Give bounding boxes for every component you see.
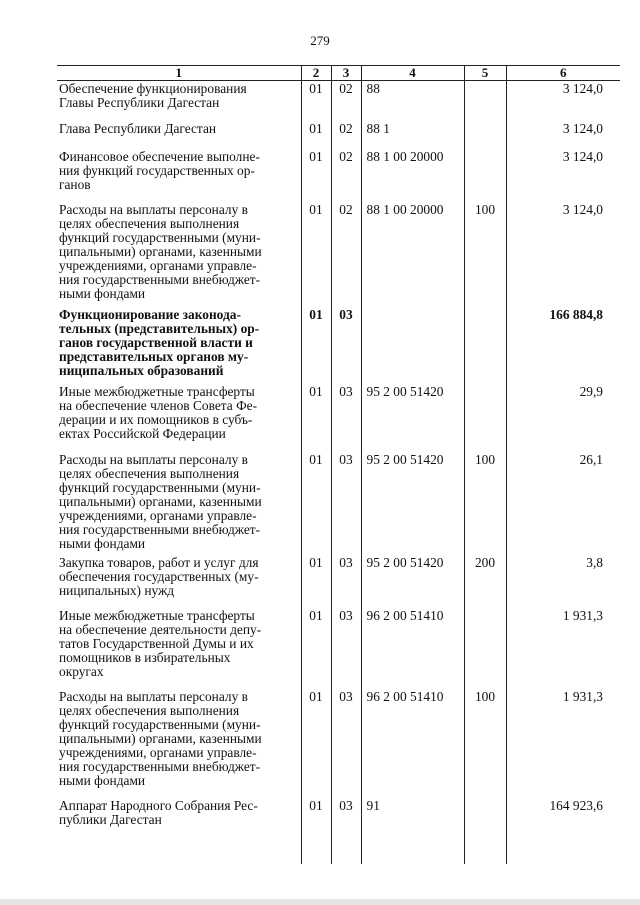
row-name: Функционирование законода- тельных (представительных) ор- ганов государственной власти и представительных органов му- ниципальных образований <box>59 307 260 378</box>
empty-cell <box>361 833 464 864</box>
row-subsection: 03 <box>331 555 361 608</box>
row-expense-type <box>464 798 506 833</box>
table-body <box>57 81 620 865</box>
row-expense-type <box>464 149 506 202</box>
row-subsection: 03 <box>331 798 361 833</box>
budget-table <box>57 65 620 864</box>
row-code: 95 2 00 51420 <box>361 452 464 555</box>
row-section: 01 <box>301 149 331 202</box>
row-subsection: 03 <box>331 452 361 555</box>
row-section: 01 <box>301 555 331 608</box>
row-section: 01 <box>301 798 331 833</box>
table-tail-row <box>57 833 620 864</box>
row-code: 91 <box>361 798 464 833</box>
row-section: 01 <box>301 608 331 689</box>
row-name: Расходы на выплаты персоналу в целях обеспечения выполнения функций государственными (муни- ципальными) органами, казенными учреждениями, органами управле- ния государственными внебюджет- ными фондами <box>59 202 262 301</box>
row-amount: 3 124,0 <box>506 202 620 307</box>
row-name: Расходы на выплаты персоналу в целях обеспечения выполнения функций государственными (муни- ципальными) органами, казенными учреждениями, органами управле- ния государственными внебюджет- ными фондами <box>59 689 262 788</box>
row-expense-type <box>464 384 506 452</box>
row-expense-type <box>464 608 506 689</box>
row-expense-type: 100 <box>464 202 506 307</box>
row-name: Глава Республики Дагестан <box>59 121 217 136</box>
page-number: 279 <box>310 33 330 48</box>
row-subsection: 03 <box>331 689 361 798</box>
table-row <box>57 384 620 452</box>
row-subsection: 02 <box>331 81 361 122</box>
row-section: 01 <box>301 384 331 452</box>
row-name: Финансовое обеспечение выполне- ния функций государственных ор- ганов <box>59 149 260 192</box>
row-amount: 166 884,8 <box>506 307 620 384</box>
row-name: Закупка товаров, работ и услуг для обеспечения государственных (му- ниципальных) нужд <box>59 555 259 598</box>
row-subsection: 02 <box>331 149 361 202</box>
row-amount: 26,1 <box>506 452 620 555</box>
row-amount: 29,9 <box>506 384 620 452</box>
row-expense-type: 100 <box>464 452 506 555</box>
row-amount: 164 923,6 <box>506 798 620 833</box>
row-amount: 3,8 <box>506 555 620 608</box>
row-code: 96 2 00 51410 <box>361 608 464 689</box>
row-code: 96 2 00 51410 <box>361 689 464 798</box>
row-code: 88 <box>361 81 464 122</box>
row-expense-type: 100 <box>464 689 506 798</box>
table-row <box>57 555 620 608</box>
table-row <box>57 689 620 798</box>
row-code: 88 1 <box>361 121 464 149</box>
empty-cell <box>464 833 506 864</box>
row-subsection: 02 <box>331 202 361 307</box>
header-col-5: 5 <box>464 66 506 81</box>
table-row <box>57 307 620 384</box>
scan-edge <box>0 899 640 905</box>
row-code: 95 2 00 51420 <box>361 384 464 452</box>
row-name: Обеспечение функционирования Главы Республики Дагестан <box>59 81 247 110</box>
empty-cell <box>301 833 331 864</box>
row-expense-type: 200 <box>464 555 506 608</box>
header-col-6: 6 <box>506 66 620 81</box>
row-code: 95 2 00 51420 <box>361 555 464 608</box>
row-expense-type <box>464 81 506 122</box>
row-code <box>361 307 464 384</box>
row-amount: 3 124,0 <box>506 81 620 122</box>
row-subsection: 03 <box>331 307 361 384</box>
table-row <box>57 202 620 307</box>
row-section: 01 <box>301 689 331 798</box>
empty-cell <box>331 833 361 864</box>
row-name: Расходы на выплаты персоналу в целях обеспечения выполнения функций государственными (муни- ципальными) органами, казенными учреждениями, органами управле- ния государственными внебюджет- ными фондами <box>59 452 262 551</box>
row-name: Аппарат Народного Собрания Рес- публики Дагестан <box>59 798 258 827</box>
table-row <box>57 798 620 833</box>
row-section: 01 <box>301 307 331 384</box>
empty-cell <box>506 833 620 864</box>
row-code: 88 1 00 20000 <box>361 149 464 202</box>
row-section: 01 <box>301 452 331 555</box>
header-col-3: 3 <box>331 66 361 81</box>
row-amount: 1 931,3 <box>506 608 620 689</box>
row-amount: 1 931,3 <box>506 689 620 798</box>
row-subsection: 03 <box>331 608 361 689</box>
row-amount: 3 124,0 <box>506 121 620 149</box>
row-subsection: 02 <box>331 121 361 149</box>
header-col-2: 2 <box>301 66 331 81</box>
row-code: 88 1 00 20000 <box>361 202 464 307</box>
row-expense-type <box>464 307 506 384</box>
table-row <box>57 608 620 689</box>
header-col-4: 4 <box>361 66 464 81</box>
table-row <box>57 149 620 202</box>
row-name: Иные межбюджетные трансферты на обеспечение деятельности депу- татов Государственной Думы и их помощников в избирательных округах <box>59 608 262 679</box>
row-expense-type <box>464 121 506 149</box>
table-row <box>57 452 620 555</box>
row-name: Иные межбюджетные трансферты на обеспечение членов Совета Фе- дерации и их помощников в субъ- ектах Российской Федерации <box>59 384 258 441</box>
row-section: 01 <box>301 81 331 122</box>
table-row <box>57 121 620 149</box>
empty-cell <box>57 833 301 864</box>
row-section: 01 <box>301 202 331 307</box>
row-section: 01 <box>301 121 331 149</box>
row-subsection: 03 <box>331 384 361 452</box>
row-amount: 3 124,0 <box>506 149 620 202</box>
table-row <box>57 81 620 122</box>
table-header-row <box>57 66 620 81</box>
header-col-1: 1 <box>57 66 301 81</box>
